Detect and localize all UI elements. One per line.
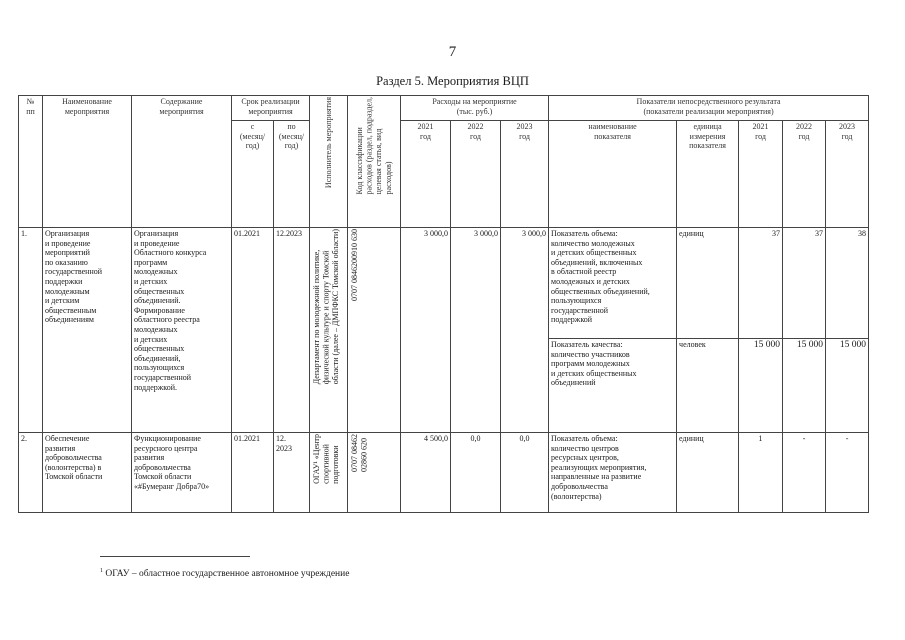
indicator-2021: 15 000	[739, 339, 783, 433]
term-from: 01.2021	[232, 433, 274, 513]
header-executor: Исполнитель мероприятия	[310, 96, 348, 228]
activity-content: Функционирование ресурсного центра развития добровольчества Томской области «#Бумеранг Добра70»	[132, 433, 232, 513]
indicator-2023: 15 000	[826, 339, 869, 433]
header-name: Наименование мероприятия	[43, 96, 132, 228]
header-code: Код классификации расходов (раздел, подраздел, целевая статья, вид расходов)	[348, 96, 401, 228]
header-term: Срок реализации мероприятия	[232, 96, 310, 121]
executor: Департамент по молодежной политике, физической культуре и спорту Томской области (далее – ДМПФКС Томской области)	[310, 228, 348, 433]
header-term-from: с (месяц/ год)	[232, 121, 274, 228]
indicator-unit: единиц	[677, 433, 739, 513]
header-indicator-unit: единица измерения показателя	[677, 121, 739, 228]
header-term-to: по (месяц/ год)	[274, 121, 310, 228]
expense-code: 0707 0846200910 630	[348, 228, 401, 433]
expense-2023: 3 000,0	[501, 228, 549, 433]
header-expenses: Расходы на мероприятие (тыс. руб.)	[401, 96, 549, 121]
executor: ОГАУ¹ «Центр спортивной подготовки	[310, 433, 348, 513]
indicator-2023: -	[826, 433, 869, 513]
expense-2022: 0,0	[451, 433, 501, 513]
indicator-name: Показатель объема: количество молодежных и детских общественных объединений, включенных в областной реестр молодежных и детских общественных объединений, пользующихся государственной поддержкой	[549, 228, 677, 339]
section-title: Раздел 5. Мероприятия ВЦП	[376, 74, 529, 88]
header-ind-2021: 2021 год	[739, 121, 783, 228]
header-ind-2023: 2023 год	[826, 121, 869, 228]
header-exp-2022: 2022 год	[451, 121, 501, 228]
expense-2021: 3 000,0	[401, 228, 451, 433]
footnote-divider	[100, 556, 250, 557]
indicator-2023: 38	[826, 228, 869, 339]
indicator-name: Показатель качества: количество участников программ молодежных и детских общественных объединений	[549, 339, 677, 433]
expense-2022: 3 000,0	[451, 228, 501, 433]
activity-name: Обеспечение развития добровольчества (волонтерства) в Томской области	[43, 433, 132, 513]
header-exp-2023: 2023 год	[501, 121, 549, 228]
page-number: 7	[448, 44, 457, 60]
header-no: № пп	[19, 96, 43, 228]
footnote	[100, 568, 349, 579]
indicator-2021: 1	[739, 433, 783, 513]
row-number: 2.	[19, 433, 43, 513]
row-number: 1.	[19, 228, 43, 433]
header-indicators: Показатели непосредственного результата (показатели реализации мероприятия)	[549, 96, 869, 121]
table-row	[19, 228, 869, 339]
term-from: 01.2021	[232, 228, 274, 433]
indicator-2021: 37	[739, 228, 783, 339]
activity-name: Организация и проведение мероприятий по оказанию государственной поддержки молодежным и детским общественным объединениям	[43, 228, 132, 433]
expense-2021: 4 500,0	[401, 433, 451, 513]
indicator-unit: человек	[677, 339, 739, 433]
header-exp-2021: 2021 год	[401, 121, 451, 228]
indicator-2022: -	[783, 433, 826, 513]
expense-2023: 0,0	[501, 433, 549, 513]
footnote-mark: 1	[100, 568, 103, 574]
activity-content: Организация и проведение Областного конкурса программ молодежных и детских общественных объединений. Формирование областного реестра молодежных и детских общественных объединений, пользующихся государственной поддержкой.	[132, 228, 232, 433]
indicator-name: Показатель объема: количество центров ресурсных центров, реализующих мероприятия, направленные на развитие добровольчества (волонтерства)	[549, 433, 677, 513]
header-ind-2022: 2022 год	[783, 121, 826, 228]
expense-code: 0707 08462 02860 620	[348, 433, 401, 513]
footnote-text: ОГАУ – областное государственное автономное учреждение	[103, 569, 350, 580]
indicator-2022: 37	[783, 228, 826, 339]
header-indicator-name: наименование показателя	[549, 121, 677, 228]
activities-table	[18, 95, 869, 513]
indicator-2022: 15 000	[783, 339, 826, 433]
term-to: 12.2023	[274, 228, 310, 433]
term-to: 12. 2023	[274, 433, 310, 513]
indicator-unit: единиц	[677, 228, 739, 339]
table-row	[19, 433, 869, 513]
header-content: Содержание мероприятия	[132, 96, 232, 228]
